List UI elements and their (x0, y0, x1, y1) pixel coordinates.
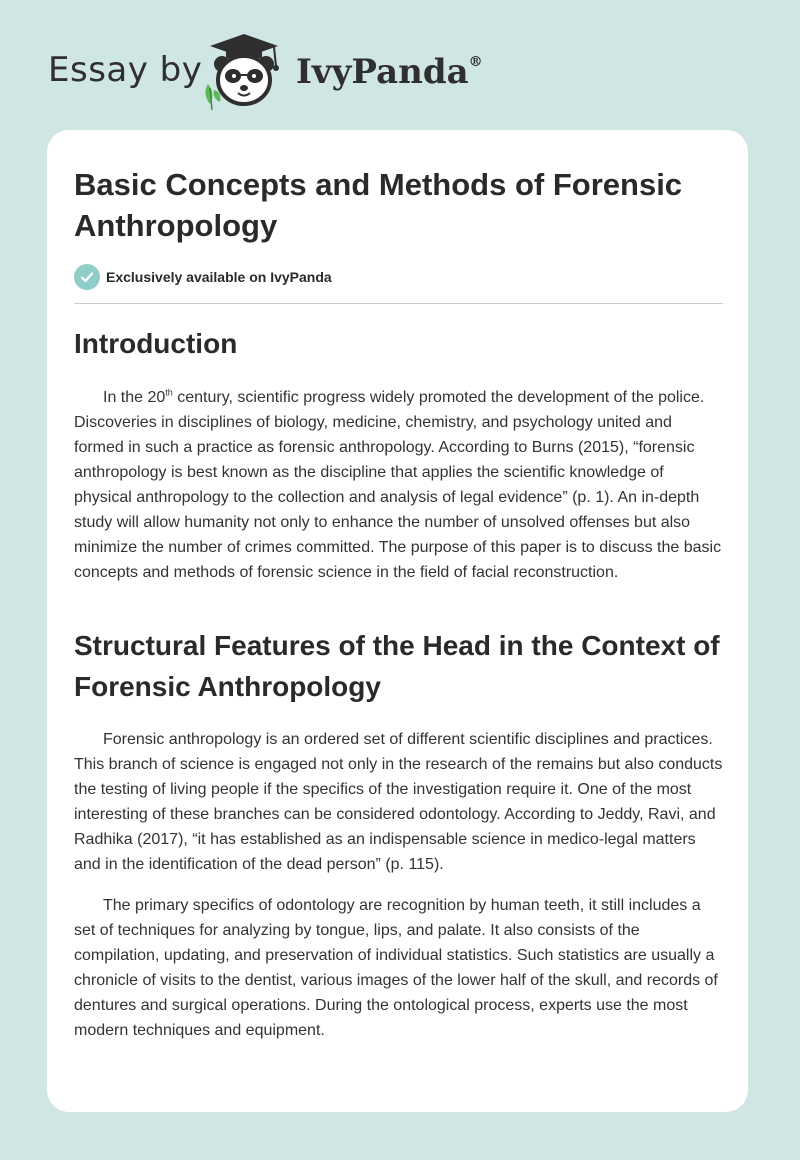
intro-text-rest: century, scientific progress widely promoted the development of the police. Discoveries in disciplines of biology, medicine, chemistry, and psychology united and formed in such a practice as forensic anthropology. According to Burns (2015), “forensic anthropology is best known as the discipline that applies the scientific knowledge of physical anthropology to the collection and analysis of legal evidence” (p. 1). An in-depth study will allow humanity not only to enhance the number of unsolved offenses but also minimize the number of crimes committed. The purpose of this paper is to discuss the basic concepts and methods of forensic science in the field of facial reconstruction. (74, 389, 722, 581)
brand-name[interactable] (296, 52, 483, 92)
essay-card (47, 130, 748, 1112)
brand-name-text: IvyPanda (296, 52, 469, 92)
superscript-th: th (165, 387, 173, 398)
registered-mark: ® (468, 54, 483, 70)
structural-paragraph-2: The primary specifics of odontology are recognition by human teeth, it still includes a set of techniques for analyzing by tongue, lips, and palate. It also consists of the compilation, updating, and preservation of individual statistics. Such statistics are usually a chronicle of visits to the dentist, various images of the lower half of the skull, and records of dentures and surgical operations. During the ontological process, experts use the most modern techniques and equipment. (74, 897, 718, 1039)
exclusive-label: Exclusively available on IvyPanda (106, 269, 332, 285)
check-circle-icon (74, 264, 100, 290)
exclusive-badge (74, 264, 332, 290)
structural-paragraph-1: Forensic anthropology is an ordered set of different scientific disciplines and practices. This branch of science is engaged not only in the research of the remains but also conducts the testing of living people if the specifics of the investigation require it. One of the most interesting of these branches can be considered odontology. According to Jeddy, Ravi, and Radhika (2017), “it has established as an indispensable science in medico-legal matters and in the identification of the dead person” (p. 115). (74, 731, 723, 873)
section-heading-introduction: Introduction (74, 328, 238, 359)
panda-graduate-logo-icon[interactable] (200, 32, 296, 112)
divider (74, 303, 723, 304)
section-heading-structural-features: Structural Features of the Head in the Context of Forensic Anthropology (74, 630, 720, 702)
intro-text-start: In the 20 (103, 389, 166, 406)
intro-paragraph (74, 385, 724, 585)
essay-by-label: Essay by (48, 50, 203, 90)
page-title: Basic Concepts and Methods of Forensic Anthropology (74, 167, 683, 243)
site-header (0, 0, 800, 130)
